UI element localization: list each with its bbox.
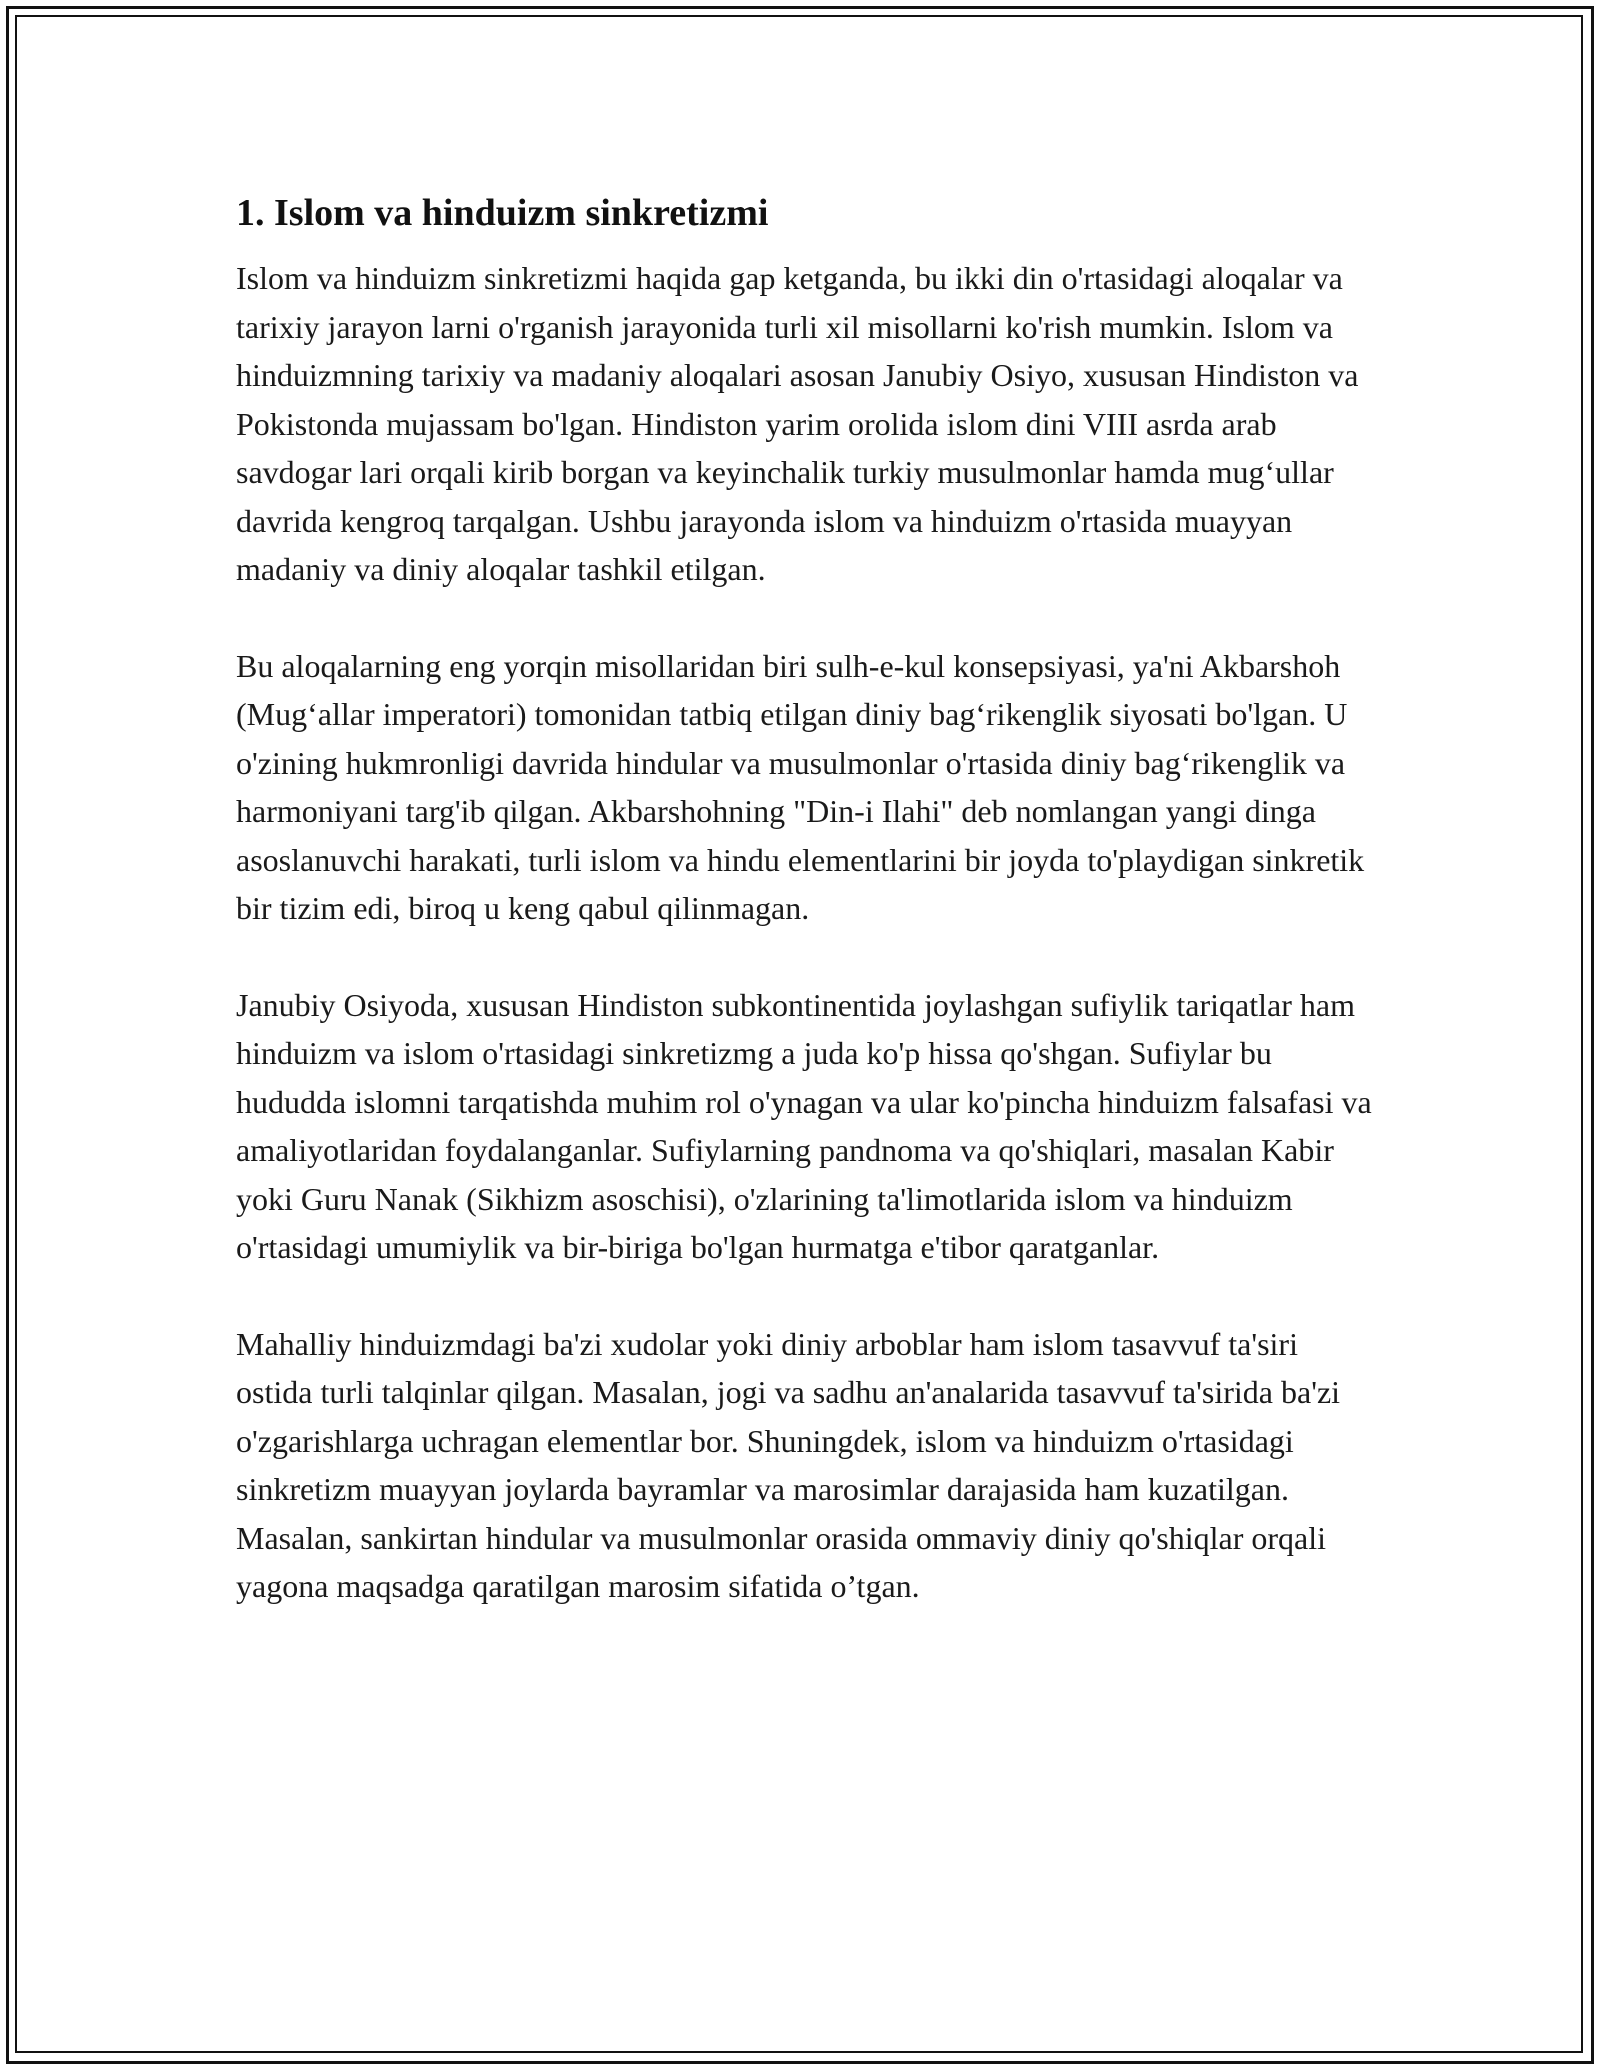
paragraph-4: Mahalliy hinduizmdagi ba'zi xudolar yoki diniy arboblar ham islom tasavvuf ta'siri ostida turli talqinlar qilgan. Masalan, jogi va sadhu an'analarida tasavvuf ta'sirida ba'zi o'zgarishlarga uchragan elementlar bor. Shuningdek, islom va hinduizm o'rtasidagi sinkretizm muayyan joylarda bayramlar va marosimlar darajasida ham kuzatilgan. Masalan, sankirtan hindular va musulmonlar orasida ommaviy diniy qo'shiqlar orqali yagona maqsadga qaratilgan marosim sifatida o’tgan.	[236, 1325, 1341, 1604]
document-body	[236, 188, 1376, 1611]
section-heading: 1. Islom va hinduizm sinkretizmi	[236, 192, 769, 234]
paragraph-2: Bu aloqalarning eng yorqin misollaridan biri sulh-e-kul konsepsiyasi, ya'ni Akbarshoh (Mug‘allar imperatori) tomonidan tatbiq etilgan diniy bag‘rikenglik siyosati bo'lgan. U o'zining hukmronligi davrida hindular va musulmonlar o'rtasida diniy bag‘rikenglik va harmoniyani targ'ib qilgan. Akbarshohning "Din-i Ilahi" deb nomlangan yangi dinga asoslanuvchi harakati, turli islom va hindu elementlarini bir joyda to'playdigan sinkretik bir tizim edi, biroq u keng qabul qilinmagan.	[236, 647, 1365, 926]
paragraph-3: Janubiy Osiyoda, xususan Hindiston subkontinentida joylashgan sufiylik tariqatlar ham hinduizm va islom o'rtasidagi sinkretizmg a juda ko'p hissa qo'shgan. Sufiylar bu hududda islomni tarqatishda muhim rol o'ynagan va ular ko'pincha hinduizm falsafasi va amaliyotlaridan foydalanganlar. Sufiylarning pandnoma va qo'shiqlari, masalan Kabir yoki Guru Nanak (Sikhizm asoschisi), o'zlarining ta'limotlarida islom va hinduizm o'rtasidagi umumiylik va bir-biriga bo'lgan hurmatga e'tibor qaratganlar.	[236, 986, 1372, 1265]
paragraph-1: Islom va hinduizm sinkretizmi haqida gap ketganda, bu ikki din o'rtasidagi aloqalar va tarixiy jarayon larni o'rganish jarayonida turli xil misollarni ko'rish mumkin. Islom va hinduizmning tarixiy va madaniy aloqalari asosan Janubiy Osiyo, xususan Hindiston va Pokistonda mujassam bo'lgan. Hindiston yarim orolida islom dini VIII asrda arab savdogar lari orqali kirib borgan va keyinchalik turkiy musulmonlar hamda mug‘ullar davrida kengroq tarqalgan. Ushbu jarayonda islom va hinduizm o'rtasida muayyan madaniy va diniy aloqalar tashkil etilgan.	[236, 260, 1359, 587]
